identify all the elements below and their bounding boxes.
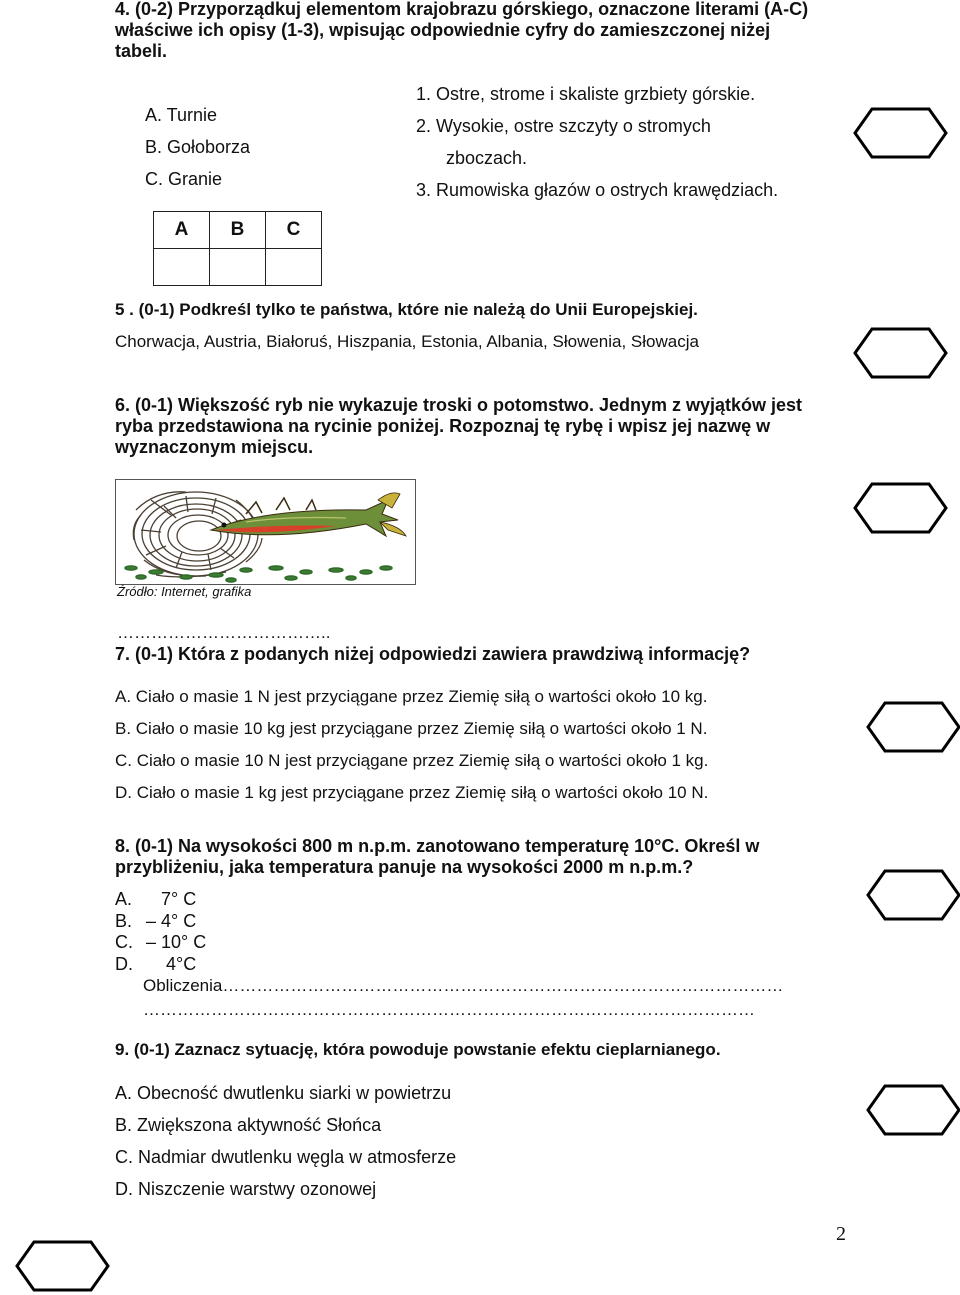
q4-description-3: 3. Rumowiska głazów o ostrych krawędziach. <box>416 180 779 200</box>
q4-description-1: 1. Ostre, strome i skaliste grzbiety górskie. <box>416 84 756 104</box>
q8-calculations-line[interactable]: ……………………………………………………………………………………………… <box>143 1000 755 1019</box>
q4-table-header-c: C <box>266 212 322 249</box>
q4-answer-table-row <box>154 249 322 286</box>
q8-option-c-value[interactable]: – 10° C <box>146 932 207 952</box>
q6-answer-line[interactable]: ……………………………….. <box>117 623 331 642</box>
q8-option-b-letter[interactable]: B. <box>115 911 133 931</box>
q4-element-c: C. Granie <box>145 169 223 189</box>
score-hexagon-q6[interactable] <box>853 482 948 534</box>
q9-option-c[interactable]: C. Nadmiar dwutlenku węgla w atmosferze <box>115 1147 457 1167</box>
q9-option-a[interactable]: A. Obecność dwutlenku siarki w powietrzu <box>115 1083 452 1103</box>
q4-answer-table-header <box>154 212 322 249</box>
q8-heading-line-1: 8. (0-1) Na wysokości 800 m n.p.m. zanotowano temperaturę 10°C. Określ w <box>115 836 760 856</box>
q4-description-2-cont: zboczach. <box>446 148 528 168</box>
score-hexagon-q8[interactable] <box>866 869 960 921</box>
q7-option-b[interactable]: B. Ciało o masie 10 kg jest przyciągane przez Ziemię siłą o wartości około 1 N. <box>115 719 708 738</box>
q4-element-b: B. Gołoborza <box>145 137 251 157</box>
q4-answer-cell-b[interactable] <box>210 249 266 286</box>
q7-option-d[interactable]: D. Ciało o masie 1 kg jest przyciągane przez Ziemię siłą o wartości około 10 N. <box>115 783 709 802</box>
stickleback-fish-icon <box>211 493 406 536</box>
q8-option-d-letter[interactable]: D. <box>115 954 133 974</box>
q8-calculations-label[interactable]: Obliczenia……………………………………………………………………………………… <box>143 976 784 995</box>
q8-option-c-letter[interactable]: C. <box>115 932 133 952</box>
q4-answer-cell-a[interactable] <box>154 249 210 286</box>
q4-heading-line-2: właściwe ich opisy (1-3), wpisując odpowiednie cyfry do zamieszczonej niżej <box>115 20 771 40</box>
q8-option-a-value[interactable]: 7° C <box>146 889 197 909</box>
q8-option-b-value[interactable]: – 4° C <box>146 911 197 931</box>
q8-option-a-letter[interactable]: A. <box>115 889 133 909</box>
score-hexagon-q9[interactable] <box>866 1084 960 1136</box>
vegetation-icon <box>125 566 392 582</box>
image-source-caption: Źródło: Internet, grafika <box>117 584 252 599</box>
q6-heading-line-1: 6. (0-1) Większość ryb nie wykazuje troski o potomstwo. Jednym z wyjątków jest <box>115 395 803 415</box>
q4-table-header-a: A <box>154 212 210 249</box>
q5-heading: 5 . (0-1) Podkreśl tylko te państwa, które nie należą do Unii Europejskiej. <box>115 300 698 319</box>
q4-element-a: A. Turnie <box>145 105 218 125</box>
q9-option-b[interactable]: B. Zwiększona aktywność Słońca <box>115 1115 382 1135</box>
score-hexagon-q5[interactable] <box>853 327 948 379</box>
q4-heading-line-1: 4. (0-2) Przyporządkuj elementom krajobrazu górskiego, oznaczone literami (A-C) <box>115 0 809 19</box>
score-hexagon-q4[interactable] <box>853 107 948 159</box>
q5-countries[interactable]: Chorwacja, Austria, Białoruś, Hiszpania, Estonia, Albania, Słowenia, Słowacja <box>115 332 699 351</box>
q8-option-d-value[interactable]: 4°C <box>146 954 197 974</box>
q9-option-d[interactable]: D. Niszczenie warstwy ozonowej <box>115 1179 377 1199</box>
fish-illustration-frame <box>115 479 416 585</box>
q6-heading-line-2: ryba przedstawiona na rycinie poniżej. Rozpoznaj tę rybę i wpisz jej nazwę w <box>115 416 771 436</box>
score-hexagon-q7[interactable] <box>866 701 960 753</box>
q7-heading: 7. (0-1) Która z podanych niżej odpowiedzi zawiera prawdziwą informację? <box>115 644 751 664</box>
stickleback-nest-illustration <box>116 480 415 584</box>
score-hexagon-bottom[interactable] <box>15 1240 110 1292</box>
q7-option-a[interactable]: A. Ciało o masie 1 N jest przyciągane przez Ziemię siłą o wartości około 10 kg. <box>115 687 708 706</box>
q4-answer-cell-c[interactable] <box>266 249 322 286</box>
q4-description-2: 2. Wysokie, ostre szczyty o stromych <box>416 116 711 136</box>
q7-option-c[interactable]: C. Ciało o masie 10 N jest przyciągane przez Ziemię siłą o wartości około 1 kg. <box>115 751 709 770</box>
q4-answer-table <box>153 211 322 286</box>
page-number: 2 <box>836 1223 846 1245</box>
q8-heading-line-2: przybliżeniu, jaka temperatura panuje na wysokości 2000 m n.p.m.? <box>115 857 694 877</box>
q6-heading-line-3: wyznaczonym miejscu. <box>115 437 314 457</box>
q4-heading-line-3: tabeli. <box>115 41 168 61</box>
q4-table-header-b: B <box>210 212 266 249</box>
q9-heading: 9. (0-1) Zaznacz sytuację, która powoduje powstanie efektu cieplarnianego. <box>115 1040 721 1059</box>
